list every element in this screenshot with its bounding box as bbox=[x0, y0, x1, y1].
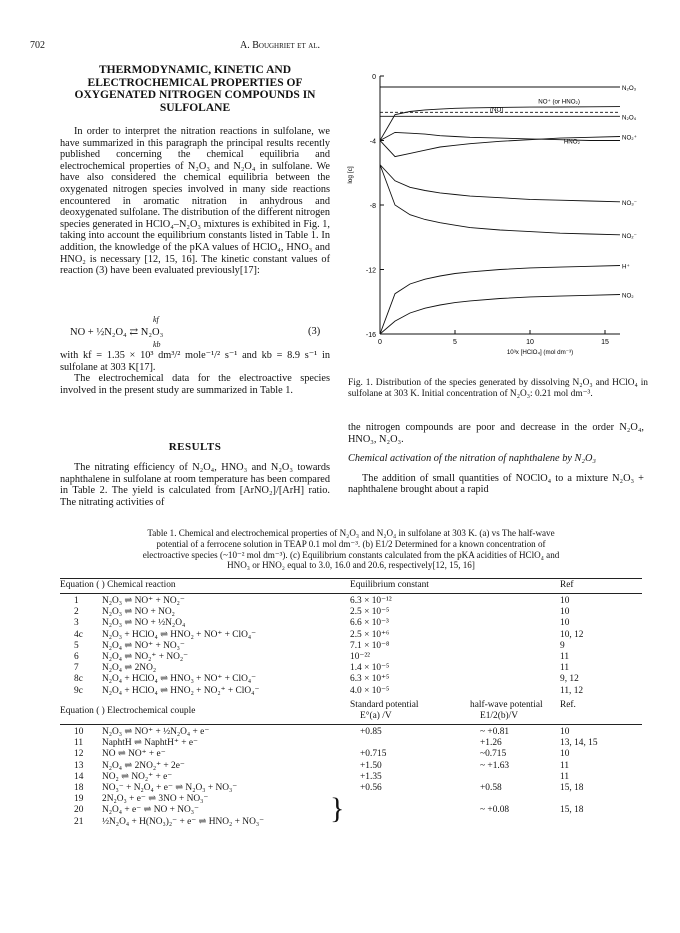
with-text: with kf = 1.35 × 10³ dm³/² mole⁻¹/² s⁻¹ and kb = 8.9 s⁻¹ in sulfolane at 303 K[17]. bbox=[60, 350, 330, 373]
y-tick-label: -4 bbox=[369, 138, 376, 146]
species-distribution-chart bbox=[340, 62, 660, 382]
table-cell-equation: 6 bbox=[74, 652, 79, 662]
series-label: (NO) bbox=[490, 106, 504, 114]
table-cell-ref: 9, 12 bbox=[560, 674, 579, 685]
table-cell-standard-potential: +0.85 bbox=[360, 727, 382, 737]
table-cell-ref: 11, 12 bbox=[560, 685, 584, 696]
table-cell-equation: 2 bbox=[74, 607, 79, 618]
table-cell-ref: 11 bbox=[560, 652, 570, 662]
table-cell-ref: 11 bbox=[560, 771, 570, 782]
table-cell-ref: 9 bbox=[560, 640, 565, 651]
kinetic-constants bbox=[60, 350, 330, 396]
page-number: 702 bbox=[30, 40, 45, 51]
series-label: NO₂⁻ bbox=[622, 232, 637, 240]
table-cell-equation: 4c bbox=[74, 629, 83, 640]
x-axis-label: 10³x [HClO₄] (mol dm⁻³) bbox=[506, 349, 574, 356]
x-tick-label: 0 bbox=[378, 339, 382, 346]
table-cell-constant: 2.5 × 10⁻⁵ bbox=[350, 607, 390, 618]
series-label: NO₃⁻ bbox=[622, 199, 638, 207]
title-line: SULFOLANE bbox=[159, 101, 231, 114]
y-axis-label: log [c] bbox=[347, 166, 354, 184]
table-cell-standard-potential: +1.35 bbox=[360, 771, 382, 782]
col-header: Ref bbox=[560, 580, 574, 590]
table-cell-halfwave-potential: +0.58 bbox=[480, 783, 502, 793]
table-cell-reaction: N₂O₃ ⇌ NO + ½N₂O₄ bbox=[102, 618, 186, 629]
title-line: OXYGENATED NITROGEN COMPOUNDS IN bbox=[74, 89, 316, 102]
series-label: N₂O₃ bbox=[622, 84, 637, 92]
table-cell-equation: 10 bbox=[74, 727, 84, 737]
table-cell-ref: 10 bbox=[560, 618, 570, 629]
col-unit: E°(a) /V bbox=[360, 711, 392, 721]
series-label: NO⁺ (or HNO₂) bbox=[538, 98, 580, 106]
equation-number: (3) bbox=[308, 326, 321, 337]
title-line: THERMODYNAMIC, KINETIC AND bbox=[99, 64, 291, 76]
col-header: half-wave potential bbox=[470, 700, 543, 710]
y-tick-label: 0 bbox=[372, 74, 376, 81]
series-line bbox=[380, 132, 620, 140]
paragraph-intro: In order to interpret the nitration reactions in sulfolane, we have summarized in this paragraph the principal results recently published concerning the chemical equilibria and electrochemical properties of N₂O₃ and N₂O₄ in sulfolane. We have also considered the chemical equilibria between the oxygenated nitrogen species involved in many side reactions encountered in aromatic nitration in anhydrous and deoxygenated sulfolane. The distribution of the different nitrogen species generated in HClO₄–N₂O₃ mixtures is exhibited in Fig. 1, taking into account the equilibrium constants listed in Table 1. In addition, the knowledge of the pKA values of HClO₄, HNO₃ and HNO₂ is necessary [12, 15, 16]. The kinetic constant values of reaction (3) have been evaluated previously[17]: bbox=[60, 126, 330, 277]
table-cell-equation: 7 bbox=[74, 663, 79, 674]
table-cell-reaction: N₂O₄ + HClO₄ ⇌ HNO₃ + NO⁺ + ClO₄⁻ bbox=[102, 674, 257, 685]
right-paragraph: The addition of small quantities of NOClO₄ to a mixture N₂O₃ + naphthalene brought about a rapid bbox=[348, 472, 644, 496]
table-cell-equation: 11 bbox=[74, 738, 84, 749]
table-cell-couple: N₂O₃ ⇌ NO⁺ + ½N₂O₄ + e⁻ bbox=[102, 727, 210, 737]
series-label: NO₂ bbox=[622, 292, 634, 300]
table-cell-couple: N₂O₄ ⇌ 2NO₂⁺ + 2e⁻ bbox=[102, 760, 185, 771]
y-tick-label: -16 bbox=[365, 332, 376, 339]
col-header: Ref. bbox=[560, 700, 576, 710]
x-tick-label: 10 bbox=[526, 339, 534, 346]
table-cell-constant: 6.3 × 10⁻¹² bbox=[350, 596, 392, 606]
table-cell-equation: 13 bbox=[74, 760, 84, 771]
table-cell-ref: 10 bbox=[560, 749, 570, 760]
equation-kb: kb bbox=[153, 340, 161, 349]
figure-caption: Fig. 1. Distribution of the species generated by dissolving N₂O₃ and HClO₄ in sulfolane at 303 K. Initial concentration of N₂O₃: 0.21 mol dm⁻³. bbox=[348, 378, 648, 399]
table-top-rule bbox=[60, 578, 642, 579]
table-caption bbox=[60, 528, 642, 571]
table-cell-equation: 12 bbox=[74, 749, 84, 760]
brace: } bbox=[330, 792, 345, 826]
results-paragraph: The nitrating efficiency of N₂O₄, HNO₃ and N₂O₃ towards naphthalene in sulfolane at room temperature has been compared in Table 2. The yield is calculated from [ArNO₂]/[ArH] ratio. The nitrating activities of bbox=[60, 462, 330, 508]
left-column-text bbox=[60, 126, 330, 277]
table-cell-couple: ½N₂O₄ + H(NO₃)₂⁻ + e⁻ ⇌ HNO₂ + NO₃⁻ bbox=[102, 816, 265, 827]
col-header: Equilibrium constant bbox=[350, 580, 429, 590]
table-caption-line: HNO₃ or HNO₂ equal to 3.0, 16.0 and 20.6, respectively[12, 15, 16] bbox=[227, 560, 475, 571]
table-cell-halfwave-potential: +1.26 bbox=[480, 738, 502, 749]
table-cell-equation: 5 bbox=[74, 640, 79, 651]
col-header: Equation ( ) Electrochemical couple bbox=[60, 706, 196, 716]
table-cell-equation: 1 bbox=[74, 596, 79, 606]
table-cell-ref: 10 bbox=[560, 607, 570, 618]
y-tick-label: -8 bbox=[369, 203, 376, 210]
table-cell-reaction: N₂O₃ ⇌ NO + NO₂ bbox=[102, 607, 175, 618]
table-cell-halfwave-potential: ~ +0.08 bbox=[480, 805, 510, 816]
table-cell-ref: 13, 14, 15 bbox=[560, 738, 598, 749]
table-cell-ref: 11 bbox=[560, 760, 570, 771]
table-caption-line: electroactive species (~10⁻² mol dm⁻³). (c) Equilibrium constants calculated from the pKA acidities of HClO₄ and bbox=[142, 549, 560, 560]
results-heading: RESULTS bbox=[168, 441, 222, 453]
results-text bbox=[60, 462, 330, 508]
table-cell-couple: NO₂ ⇌ NO₂⁺ + e⁻ bbox=[102, 771, 173, 782]
table-cell-reaction: N₂O₄ ⇌ NO⁺ + NO₃⁻ bbox=[102, 640, 185, 651]
equation-kf: kf bbox=[153, 315, 159, 324]
subheading: Chemical activation of the nitration of naphthalene by N₂O₃ bbox=[348, 453, 596, 465]
table-cell-reaction: N₂O₄ + HClO₄ ⇌ HNO₂ + NO₂⁺ + ClO₄⁻ bbox=[102, 685, 260, 696]
col-header: Equation ( ) Chemical reaction bbox=[60, 580, 176, 590]
table-cell-ref: 11 bbox=[560, 663, 570, 674]
table-cell-couple: NO ⇌ NO⁺ + e⁻ bbox=[102, 749, 166, 760]
table-cell-constant: 4.0 × 10⁻⁵ bbox=[350, 685, 390, 696]
col-header: Standard potential bbox=[350, 700, 419, 710]
table-cell-standard-potential: +0.715 bbox=[360, 749, 387, 760]
y-tick-label: -12 bbox=[365, 267, 376, 275]
table-cell-couple: NO₃⁻ + N₂O₄ + e⁻ ⇌ N₂O₃ + NO₃⁻ bbox=[102, 783, 238, 793]
table-cell-couple: 2N₂O₃ + e⁻ ⇌ 3NO + NO₃⁻ bbox=[102, 794, 209, 805]
table-cell-reaction: N₂O₃ + HClO₄ ⇌ HNO₂ + NO⁺ + ClO₄⁻ bbox=[102, 629, 257, 640]
series-line bbox=[380, 295, 620, 335]
series-line bbox=[380, 266, 620, 335]
table-cell-halfwave-potential: ~ +0.81 bbox=[480, 727, 510, 737]
table-cell-equation: 20 bbox=[74, 805, 84, 816]
table-cell-reaction: N₂O₃ ⇌ NO⁺ + NO₂⁻ bbox=[102, 596, 185, 606]
section-title bbox=[60, 64, 330, 114]
table-cell-equation: 8c bbox=[74, 674, 83, 685]
series-label: NO₂⁺ bbox=[622, 134, 637, 142]
running-head: A. Boughriet et al. bbox=[240, 40, 321, 51]
table-cell-ref: 10 bbox=[560, 596, 570, 606]
right-column-text bbox=[348, 422, 644, 496]
table-cell-ref: 10 bbox=[560, 727, 570, 737]
table-cell-standard-potential: +1.50 bbox=[360, 760, 382, 771]
table-caption-line: Table 1. Chemical and electrochemical properties of N₂O₃ and N₂O₄ in sulfolane at 303 K. (a) vs The half-wave bbox=[147, 528, 555, 538]
series-label: HNO₂ bbox=[563, 138, 580, 146]
table-cell-equation: 19 bbox=[74, 794, 84, 805]
col-unit: E1/2(b)/V bbox=[480, 711, 519, 721]
series-line bbox=[380, 165, 620, 235]
table-cell-halfwave-potential: ~ +1.63 bbox=[480, 760, 510, 771]
x-tick-label: 15 bbox=[601, 339, 609, 346]
series-line bbox=[380, 137, 620, 157]
table-cell-constant: 2.5 × 10⁺⁶ bbox=[350, 629, 390, 640]
series-label: H⁺ bbox=[622, 263, 630, 271]
right-continuation: the nitrogen compounds are poor and decrease in the order N₂O₄, HNO₃, N₂O₃. bbox=[348, 422, 644, 445]
table-cell-ref: 10, 12 bbox=[560, 629, 584, 640]
table-cell-equation: 18 bbox=[74, 783, 84, 793]
paragraph-electrochemical: The electrochemical data for the electroactive species involved in the present study are summarized in Table 1. bbox=[60, 373, 330, 396]
table-cell-couple: N₂O₄ + e⁻ ⇌ NO + NO₃⁻ bbox=[102, 805, 199, 816]
table-cell-halfwave-potential: ~0.715 bbox=[480, 749, 507, 760]
title-line: ELECTROCHEMICAL PROPERTIES OF bbox=[87, 76, 303, 89]
table-cell-equation: 3 bbox=[74, 618, 79, 629]
table-cell-constant: 6.3 × 10⁺⁵ bbox=[350, 674, 390, 685]
table-cell-reaction: N₂O₄ ⇌ NO₂⁺ + NO₂⁻ bbox=[102, 652, 189, 662]
table-cell-equation: 14 bbox=[74, 771, 84, 782]
table-cell-ref: 15, 18 bbox=[560, 805, 584, 816]
table-cell-equation: 9c bbox=[74, 685, 83, 696]
table-header-rule bbox=[60, 593, 642, 594]
x-tick-label: 5 bbox=[453, 339, 457, 346]
table-cell-standard-potential: +0.56 bbox=[360, 783, 382, 793]
table-cell-reaction: N₂O₄ ⇌ 2NO₂ bbox=[102, 663, 157, 674]
equation-reaction: NO + ½N₂O₄ ⇄ N₂O₃ bbox=[70, 327, 164, 338]
table-caption-line: potential of a ferrocene solution in TEAP 0.1 mol dm⁻³. (b) E1/2 Determined for a known concentration of bbox=[156, 538, 546, 549]
series-line bbox=[380, 165, 620, 202]
table-header-rule-2 bbox=[60, 724, 642, 725]
table-cell-constant: 6.6 × 10⁻³ bbox=[350, 618, 389, 629]
table-cell-ref: 15, 18 bbox=[560, 783, 584, 793]
table-cell-constant: 10⁻²² bbox=[350, 652, 370, 662]
table-cell-equation: 21 bbox=[74, 816, 84, 827]
series-label: N₂O₄ bbox=[622, 114, 637, 122]
table-cell-constant: 1.4 × 10⁻⁵ bbox=[350, 663, 390, 674]
table-cell-couple: NaphtH ⇌ NaphtH⁺ + e⁻ bbox=[102, 738, 198, 749]
equation-3 bbox=[60, 315, 330, 349]
table-cell-constant: 7.1 × 10⁻⁸ bbox=[350, 640, 390, 651]
